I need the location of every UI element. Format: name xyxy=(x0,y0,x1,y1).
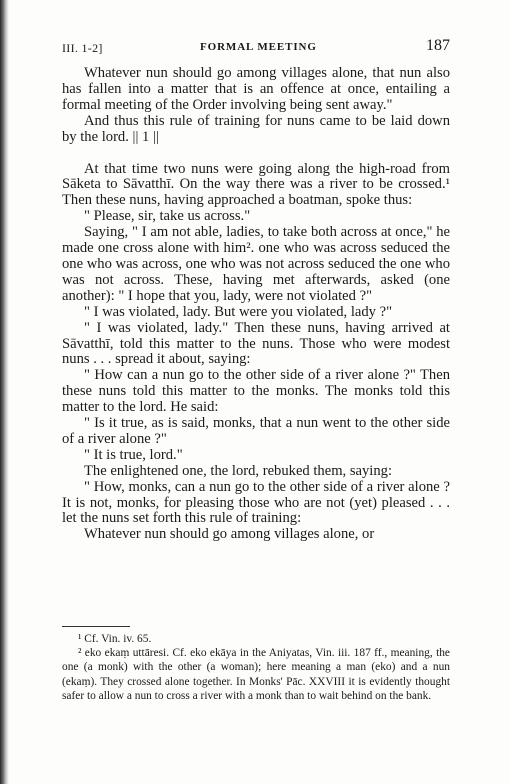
paragraph: Saying, " I am not able, ladies, to take both across at once," he made one cross alone with him². one who was across seduced the one who was across, one who was not across seduced the one who was not across. These, having met afterwards, asked (one another): " I hope that you, lady, were not violated ?" xyxy=(62,224,450,304)
paragraph: " I was violated, lady." Then these nuns, having arrived at Sāvatthī, told this matter to the nuns. Those who were modest nuns . . . spread it about, saying: xyxy=(62,319,450,368)
paragraph: " I was violated, lady. But were you violated, lady ?" xyxy=(84,303,393,320)
section-gap xyxy=(62,146,450,162)
footnote: ² eko ekaṃ uttāresi. Cf. eko ekāya in the Aniyatas, Vin. iii. 187 ff., meaning, the one (a monk) with the other (a woman); here meaning a man (eko) and a nun (ekaṃ). They crossed alone together. In Monks' Pāc. XXVIII it is evidently thought safer to allow a nun to cross a river with a monk than to wait behind on the bank. xyxy=(62,647,450,702)
paragraph: At that time two nuns were going along the high-road from Sāketa to Sāvatthī. On the way there was a river to be crossed.¹ Then these nuns, having approached a boatman, spoke thus: xyxy=(62,160,450,209)
page-number: 187 xyxy=(426,37,450,54)
footnote-divider xyxy=(62,626,130,627)
paragraph: " Is it true, as is said, monks, that a nun went to the other side of a river alone ?" xyxy=(62,415,450,447)
footnote: ¹ Cf. Vin. iv. 65. xyxy=(78,633,152,645)
running-header xyxy=(62,37,450,57)
paragraph: " Please, sir, take us across." xyxy=(84,208,251,225)
paragraph: " It is true, lord." xyxy=(84,446,183,463)
running-title: FORMAL MEETING xyxy=(200,41,317,53)
paragraph: Whatever nun should go among villages alone, that nun also has fallen into a matter that is an offence at once, entailing a formal meeting of the Order involving being sent away." xyxy=(62,65,450,113)
footnotes xyxy=(62,632,450,703)
paragraph: " How can a nun go to the other side of a river alone ?" Then these nuns told this matter to the monks. The monks told this matter to the lord. He said: xyxy=(62,367,450,416)
binding-edge xyxy=(0,0,9,784)
paragraph: Whatever nun should go among villages alone, or xyxy=(84,526,375,543)
paragraph: And thus this rule of training for nuns came to be laid down by the lord. || 1 || xyxy=(62,112,450,145)
paragraph: The enlightened one, the lord, rebuked them, saying: xyxy=(84,462,393,479)
paragraph: " How, monks, can a nun go to the other side of a river alone ? It is not, monks, for pleasing those who are not (yet) pleased . . . let the nuns set forth this rule of training: xyxy=(62,478,450,527)
section-reference: III. 1-2] xyxy=(62,41,103,55)
main-text xyxy=(62,66,450,543)
